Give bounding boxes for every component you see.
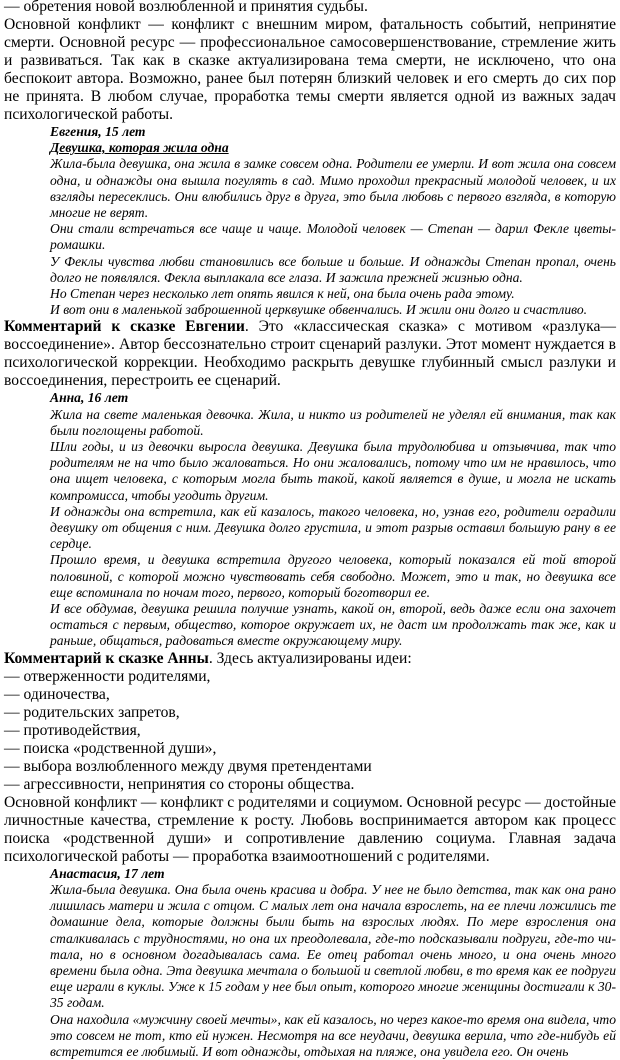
story-paragraph: И однажды она встретила, как ей казалось, такого человека, но, узнав его, родители оградили девушку от общения с ним. Девушка долго грустила, и этот разрыв оставил большую рану в ее сердце. [50, 503, 616, 552]
story-anna [50, 390, 616, 649]
story-paragraph: У Феклы чувства любви становились все больше и больше. И однажды Степан пропал, очень долго не появлялся. Фекла выплакала все глаза. И зажила прежней жизнью одна. [50, 253, 616, 285]
list-item: — выбора возлюбленного между двумя претендентами [4, 757, 372, 775]
story-paragraph: Прошло время, и девушка встретила другого человека, который показался ей той второй половиной, с которой можно чувствовать себя свободно. Может, это и так, но девушка все еще вспоминала по ночам того, первого, который боготворил ее. [50, 552, 616, 600]
list-item: — противодействия, [4, 721, 141, 739]
story-anastasia [50, 866, 616, 1060]
story-paragraph: И вот они в маленькой заброшенной церквушке обвенчались. И жили они долго и счастливо. [50, 302, 588, 318]
story-title: Девушка, которая жила одна [50, 140, 229, 156]
list-item: — отверженности родителями, [4, 667, 211, 685]
document-page [4, 0, 616, 1060]
story-paragraph: Она находила «мужчину своей мечты», как ей казалось, но через какое-то время она видела, что это совсем не тот, кто ей нужен. Несмотря на все неудачи, девушка верила, что где-нибудь ей встретится ее любимый. И вот однажды, отдыхая на пляже, она увидела его. Он очень [50, 1011, 616, 1059]
story-paragraph: И все обдумав, девушка решила получше узнать, какой он, второй, ведь даже если она захочет остаться с первым, общество, которое окружает их, не даст им продолжать так же, как и раньше, общаться, радоваться вместе окружающему миру. [50, 601, 616, 649]
comment-text: . Здесь актуализированы идеи: [208, 649, 412, 667]
comment-label: Комментарий к сказке Евгении [4, 318, 245, 336]
comment-text: . Это «классическая сказка» с мотивом «разлука—воссоединение». Автор бессознательно строит сценарий разлуки. Этот момент нуждается в психологической коррекции. Необходимо раскрыть девушке глубинный смысл разлуки и воссоединения, перестроить ее сценарий. [4, 318, 616, 390]
story-paragraph: Жила-была девушка, она жила в замке совсем одна. Родители ее умерли. И вот жила она совсем одна, и однажды она вышла погулять в сад. Мимо проходил прекрасный молодой человек, и их взгляды пересеклись. Они влюбились друг в друга, это была любовь с первого взгляда, в которую многие не верят. [50, 156, 616, 221]
comment-label: Комментарий к сказке Анны [4, 649, 209, 667]
story-author: Евгения, 15 лет [50, 124, 146, 139]
story-paragraph: Шли годы, и из девочки выросла девушка. Девушка была трудолюбива и отзывчива, так что родителям не на что было жаловаться. Но они жаловались, потому что им не нравилось, что она ищет человека, с которым могла быть такой, какой является в душе, и могла не искать компромисса, чтобы угодить другим. [50, 439, 616, 503]
story-evgenia [50, 124, 616, 318]
story-paragraph: Но Степан через несколько лет опять явился к ней, она была очень рада этому. [50, 286, 515, 302]
comment-anna-paragraph: Основной конфликт — конфликт с родителями и социумом. Основной ресурс — достойные личностные качества, стремление к росту. Любовь воспринимается автором как процесс поиска «родственной души» и сопротивление давлению социума. Главная задача психологической работы — проработка взаимоотношений с родителями. [4, 793, 616, 865]
comment-evgenia [4, 318, 616, 390]
list-item: — одиночества, [4, 685, 110, 703]
story-paragraph: Жила-была девушка. Она была очень красива и добра. У нее не было детства, так как она рано лишилась матери и жила с отцом. С малых лет она начала взрослеть, на ее плечи ложились те домашние дела, которые должны были быть на взрослых людях. По мере взросления она сталкивалась с трудностями, но она их преодолевала, где-то подсказывали подруги, где-то чи-тала, но в основном догадывалась сама. Ее отец работал очень много, и она очень много времени была одна. Эта девушка мечтала о большой и светлой любви, в то время как ее подруги еще играли в куклы. Уже к 15 годам у нее был опыт, которого многие женщины достигали к 30-35 годам. [50, 881, 616, 1011]
comment-anna [4, 650, 616, 668]
story-author: Анастасия, 17 лет [50, 865, 165, 881]
intro-line: — обретения новой возлюбленной и принятия судьбы. [4, 0, 368, 15]
story-paragraph: Они стали встречаться все чаще и чаще. Молодой человек — Степан — дарил Фекле цветы-ромашки. [50, 221, 616, 253]
intro-paragraph: Основной конфликт — конфликт с внешним миром, фатальность событий, непринятие смерти. Основной ресурс — профессиональное самосовершенствование, стремление жить и развиваться. Так как в сказке актуализирована тема смерти, не исключено, что она беспокоит автора. Возможно, ранее был потерян близкий человек и его смерть до сих пор не принята. В любом случае, проработка темы смерти является одной из важных задач психологической работы. [4, 16, 616, 123]
list-item: — родительских запретов, [4, 703, 180, 721]
list-item: — поиска «родственной души», [4, 739, 217, 757]
list-item: — агрессивности, непринятия со стороны общества. [4, 775, 355, 793]
story-paragraph: Жила на свете маленькая девочка. Жила, и никто из родителей не уделял ей внимания, так как были поглощены работой. [50, 406, 616, 438]
story-author: Анна, 16 лет [50, 390, 129, 406]
